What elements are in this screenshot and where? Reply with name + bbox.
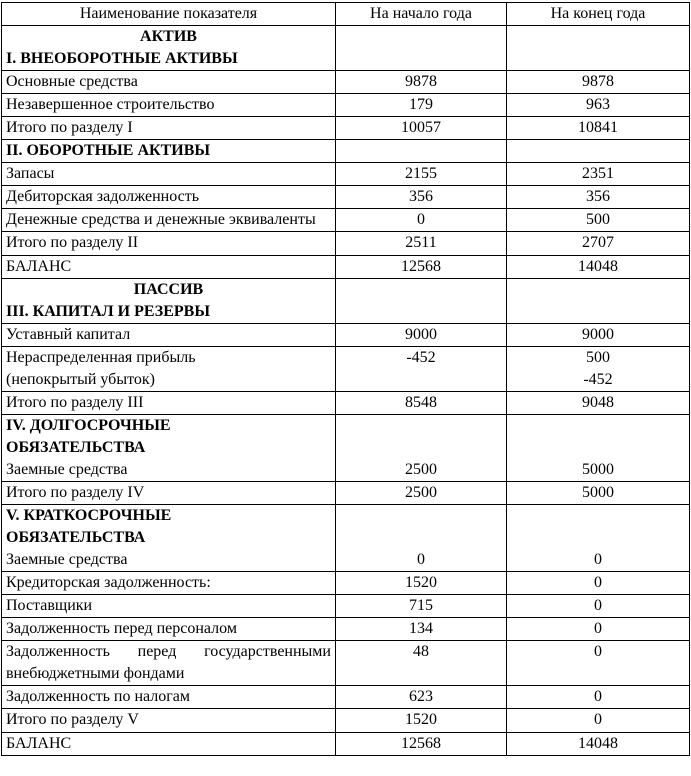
empty-cell xyxy=(336,26,507,71)
header-start-of-year: На начало года xyxy=(336,3,507,26)
section-heading-row xyxy=(2,26,690,71)
table-row xyxy=(2,618,690,641)
value-start: 2500 xyxy=(336,414,507,481)
balance-total-row xyxy=(2,255,690,278)
value-end: 356 xyxy=(507,186,690,209)
value-end: 500 xyxy=(507,209,690,232)
value-end-line-2: -452 xyxy=(583,370,613,388)
value-end: 0 xyxy=(507,641,690,686)
section-heading-cell xyxy=(2,26,336,71)
value-end: 0 xyxy=(507,686,690,709)
value-end: 9878 xyxy=(507,71,690,94)
section-5-title-line-1: V. КРАТКОСРОЧНЫЕ xyxy=(6,507,172,525)
value-start: 2511 xyxy=(336,232,507,255)
value-end xyxy=(507,346,690,391)
table-row xyxy=(2,186,690,209)
table-row xyxy=(2,117,690,140)
row-label: Итого по разделу II xyxy=(2,232,336,255)
table-row xyxy=(2,595,690,618)
value-end: 0 xyxy=(507,618,690,641)
value-end: 0 xyxy=(507,505,690,572)
value-start: 8548 xyxy=(336,391,507,414)
table-row xyxy=(2,572,690,595)
row-label-line-1: Нераспределенная прибыль xyxy=(6,348,196,366)
row-label: Основные средства xyxy=(2,71,336,94)
row-label: Запасы xyxy=(2,163,336,186)
value-end-line-1: 500 xyxy=(586,348,610,366)
value-end: 2707 xyxy=(507,232,690,255)
table-row xyxy=(2,481,690,504)
empty-cell xyxy=(507,26,690,71)
value-start: 623 xyxy=(336,686,507,709)
table-row xyxy=(2,71,690,94)
row-label: Итого по разделу IV xyxy=(2,481,336,504)
section-3-title: III. КАПИТАЛ И РЕЗЕРВЫ xyxy=(6,302,211,320)
value-end: 9000 xyxy=(507,323,690,346)
value-start: 715 xyxy=(336,595,507,618)
empty-cell xyxy=(336,140,507,163)
row-label-line-2: (непокрытый убыток) xyxy=(6,370,155,388)
section-heading-cell xyxy=(2,505,336,572)
value-start: 2500 xyxy=(336,481,507,504)
section-4-title-line-2: ОБЯЗАТЕЛЬСТВА xyxy=(6,438,146,456)
balance-total-row xyxy=(2,732,690,755)
asset-title: АКТИВ xyxy=(140,28,197,46)
section-heading-row xyxy=(2,140,690,163)
row-label: Задолженность перед персоналом xyxy=(2,618,336,641)
empty-cell xyxy=(507,140,690,163)
section-2-title: II. ОБОРОТНЫЕ АКТИВЫ xyxy=(2,140,336,163)
section-heading-cell xyxy=(2,414,336,481)
section-heading-row xyxy=(2,278,690,323)
section-heading-row xyxy=(2,505,690,572)
row-label: Задолженность перед государственными внебюджетными фондами xyxy=(2,641,336,686)
value-start: 2155 xyxy=(336,163,507,186)
row-label: БАЛАНС xyxy=(2,255,336,278)
table-row xyxy=(2,94,690,117)
value-start: 1520 xyxy=(336,572,507,595)
section-1-title: I. ВНЕОБОРОТНЫЕ АКТИВЫ xyxy=(6,50,238,68)
row-label xyxy=(2,346,336,391)
value-start: 0 xyxy=(336,505,507,572)
value-end: 5000 xyxy=(507,414,690,481)
row-label: Денежные средства и денежные эквиваленты xyxy=(2,209,336,232)
value-start: 48 xyxy=(336,641,507,686)
balance-sheet-table xyxy=(1,2,690,756)
value-start: -452 xyxy=(336,346,507,391)
value-start: 0 xyxy=(336,209,507,232)
row-label: Дебиторская задолженность xyxy=(2,186,336,209)
empty-cell xyxy=(336,278,507,323)
table-row xyxy=(2,641,690,686)
value-end: 14048 xyxy=(507,732,690,755)
row-label: Кредиторская задолженность: xyxy=(2,572,336,595)
value-start: 9000 xyxy=(336,323,507,346)
empty-cell xyxy=(507,278,690,323)
value-start: 356 xyxy=(336,186,507,209)
table-row xyxy=(2,232,690,255)
row-label: Незавершенное строительство xyxy=(2,94,336,117)
value-end: 14048 xyxy=(507,255,690,278)
value-start: 9878 xyxy=(336,71,507,94)
row-label: Уставный капитал xyxy=(2,323,336,346)
value-end: 10841 xyxy=(507,117,690,140)
table-row xyxy=(2,709,690,732)
section-heading-cell xyxy=(2,278,336,323)
value-start: 12568 xyxy=(336,732,507,755)
row-label: БАЛАНС xyxy=(2,732,336,755)
value-end: 9048 xyxy=(507,391,690,414)
row-label: Заемные средства xyxy=(6,551,128,569)
table-header-row xyxy=(2,3,690,26)
table-row xyxy=(2,323,690,346)
table-row xyxy=(2,163,690,186)
section-4-title-line-1: IV. ДОЛГОСРОЧНЫЕ xyxy=(6,416,171,434)
header-end-of-year: На конец года xyxy=(507,3,690,26)
value-end: 0 xyxy=(507,595,690,618)
table-row xyxy=(2,346,690,391)
table-row xyxy=(2,209,690,232)
value-start: 10057 xyxy=(336,117,507,140)
value-end: 963 xyxy=(507,94,690,117)
table-row xyxy=(2,391,690,414)
value-end: 0 xyxy=(507,709,690,732)
table-row xyxy=(2,686,690,709)
row-label: Итого по разделу V xyxy=(2,709,336,732)
section-5-title-line-2: ОБЯЗАТЕЛЬСТВА xyxy=(6,529,146,547)
value-end: 2351 xyxy=(507,163,690,186)
value-end: 5000 xyxy=(507,481,690,504)
value-end: 0 xyxy=(507,572,690,595)
row-label: Поставщики xyxy=(2,595,336,618)
row-label: Заемные средства xyxy=(6,460,128,478)
section-heading-row xyxy=(2,414,690,481)
row-label: Итого по разделу III xyxy=(2,391,336,414)
value-start: 12568 xyxy=(336,255,507,278)
value-start: 1520 xyxy=(336,709,507,732)
liability-title: ПАССИВ xyxy=(133,280,204,298)
header-indicator-name: Наименование показателя xyxy=(2,3,336,26)
row-label: Задолженность по налогам xyxy=(2,686,336,709)
value-start: 134 xyxy=(336,618,507,641)
row-label: Итого по разделу I xyxy=(2,117,336,140)
value-start: 179 xyxy=(336,94,507,117)
